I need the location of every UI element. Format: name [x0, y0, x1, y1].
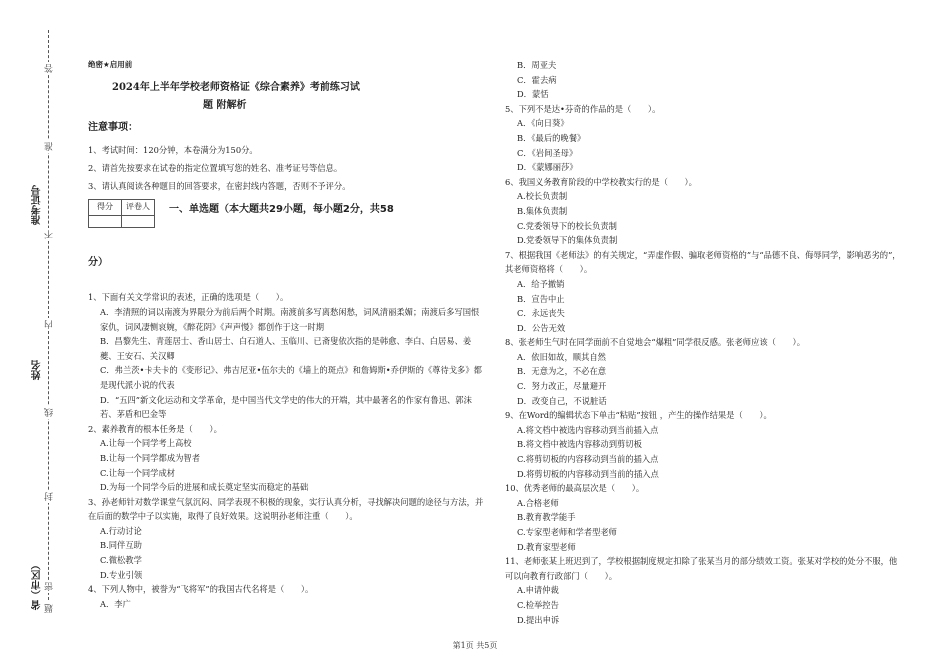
question-item [505, 248, 905, 336]
question-option: C．弗兰茨•卡夫卡的《变形记》、弗吉尼亚•伍尔夫的《墙上的斑点》和詹姆斯•乔伊斯的《尊待戈多》都是现代派小说的代表 [100, 365, 482, 390]
question-option: A.合格老师 [517, 497, 559, 508]
seal-char: 内 [45, 320, 55, 329]
page-footer: 第1页 共5页 [452, 641, 498, 650]
question-stem: 7、根据我国《老师法》的有关规定，“弄虚作假、骗取老师资格的”与“品德不良、侮辱同学，影响恶劣的”，其老师资格将（ ）。 [505, 249, 901, 275]
question-option: D.提出申诉 [517, 614, 560, 625]
notice-heading: 注意事项： [88, 121, 138, 133]
question-option: C．努力改正，尽量避开 [517, 381, 607, 392]
question-option: D．改变自己，不说脏话 [517, 395, 607, 406]
score-row [88, 199, 486, 228]
question-stem: 11、老师张某上班迟到了，学校根据制度规定扣除了张某当月的部分绩效工资。张某对学校的处分不服，他可以向教育行政部门（ ）。 [505, 556, 898, 581]
question-option: A．李清照的词以南渡为界限分为前后两个时期。南渡前多写离愁闲愁，词风清丽柔媚；南渡后多写国恨家仇，词风凄恻哀婉，《醉花阴》《声声慢》都创作于这一时期 [100, 306, 480, 332]
question-option: D.党委领导下的集体负责制 [517, 235, 618, 246]
question-option: A．依旧如故，顺其自然 [517, 351, 606, 362]
question-option: D．蒙恬 [517, 89, 549, 100]
question-item [505, 408, 905, 481]
score-table [88, 199, 155, 228]
seal-char: 准 [45, 142, 55, 151]
left-column [88, 58, 486, 611]
question-stem: 9、在Word的编辑状态下单击“粘贴”按钮 ，产生的操作结果是（ ）。 [505, 410, 772, 421]
seal-char: 答 [45, 64, 55, 73]
question-stem: 6、我国义务教育阶段的中学校教实行的是（ ）。 [505, 176, 697, 187]
page-title-cont: 题 附解析 [203, 99, 247, 111]
question-option: B.同伴互助 [100, 540, 142, 551]
secret-mark: 绝密★启用前 [88, 60, 133, 69]
notice-item: 3、请认真阅读各种题目的回答要求，在密封线内答题，否则不予评分。 [88, 181, 351, 192]
page-title: 2024年上半年学校老师资格证《综合素养》考前练习试 [112, 81, 360, 93]
score-cell: 得分 [89, 200, 122, 216]
name-label: 姓名 [32, 360, 43, 380]
question-stem: 8、张老师生气时在同学面前不自觉地会“爆粗”同学很反感。张老师应该（ ）。 [505, 337, 806, 348]
question-option: B．《最后的晚餐》 [517, 132, 586, 143]
question-stem: 2、素养教育的根本任务是（ ）。 [88, 423, 222, 434]
question-item [88, 290, 486, 421]
left-question-list [88, 290, 486, 611]
question-option: C.检举控告 [517, 599, 559, 610]
question-option: A.申请仲裁 [517, 585, 559, 596]
notice-item: 2、请首先按要求在试卷的指定位置填写您的姓名、准考证号等信息。 [88, 163, 343, 174]
section-heading: 一、单选题（本大题共29小题，每小题2分，共58 [169, 204, 394, 216]
question-option: D.为每一个同学今后的进展和成长奠定坚实而稳定的基础 [100, 482, 309, 493]
question-stem: 10、优秀老师的最高层次是（ ）。 [505, 483, 645, 494]
question-option: D.教育家型老师 [517, 541, 576, 552]
right-question-list [505, 58, 905, 627]
question-option: C.让每一个同学成材 [100, 467, 176, 478]
seal-char: 密 [45, 582, 55, 591]
question-stem: 1、下面有关文学常识的表述，正确的选项是（ ）。 [88, 292, 289, 303]
right-column [505, 58, 905, 627]
notice-item: 1、考试时间：120分钟，本卷满分为150分。 [88, 145, 258, 156]
question-stem: 4、下列人物中，被誉为“飞将军”的我国古代名将是（ ）。 [88, 584, 314, 595]
question-item [505, 335, 905, 408]
question-option: D．《蒙娜丽莎》 [517, 162, 578, 173]
question-item [505, 175, 905, 248]
question-option: A.将文档中被选内容移动到当前插入点 [517, 424, 659, 435]
question-item [88, 582, 486, 611]
question-option: A．给予撤销 [517, 278, 565, 289]
grader-cell: 评卷人 [122, 200, 155, 216]
question-option: D.专业引领 [100, 569, 143, 580]
question-option: A．李广 [100, 598, 131, 609]
question-option: B．昌黎先生、青莲居士、香山居士、白石道人、玉临川、已斋叟依次指的是韩愈、李白、白居易、姜夔、王安石、关汉卿 [100, 336, 472, 361]
question-option: C.将剪切板的内容移动到当前的插入点 [517, 454, 659, 465]
question-option: C．永远丧失 [517, 308, 565, 319]
score-blank[interactable] [89, 215, 122, 227]
question-option: B．宣告中止 [517, 293, 565, 304]
seal-char: 题 [45, 604, 55, 613]
question-option: A.让每一个同学考上高校 [100, 438, 192, 449]
binding-margin [0, 0, 80, 671]
question-option: D.将剪切板的内容移动到当前的插入点 [517, 468, 659, 479]
question-stem: 3、孙老师针对数学课堂气氛沉闷、同学表现不积极的现象，实行认真分析，寻找解决问题的途径与方法，并在后面的数学中子以实施，取得了良好效果。这说明孙老师注重（ ）。 [88, 496, 484, 522]
question-option: B.教育教学能手 [517, 512, 576, 523]
question-item [88, 495, 486, 583]
question-option: B.将文档中被选内容移动到剪切板 [517, 439, 642, 450]
question-item [505, 554, 905, 627]
question-stem: 5、下列不是达•芬奇的作品的是（ ）。 [505, 103, 661, 114]
question-option: C.专家型老师和学者型老师 [517, 527, 617, 537]
question-option: C.微松教学 [100, 555, 142, 566]
question-option: D．“五四”新文化运动和文学革命，是中国当代文学史的伟大的开端，其中最著名的作家有鲁迅、郭沫若、茅盾和巴金等 [100, 394, 472, 420]
question-item [505, 481, 905, 554]
seal-char: 封 [45, 492, 55, 501]
question-option: C.党委领导下的校长负责制 [517, 220, 617, 231]
question-option: B.让每一个同学都成为智者 [100, 452, 201, 463]
province-label: 省（市区） [32, 560, 43, 610]
section-heading-cont: 分） [88, 256, 108, 268]
question-option: B．周亚夫 [517, 60, 557, 70]
question-option: D．公告无效 [517, 322, 566, 333]
question-option: B．无意为之，不必在意 [517, 366, 607, 377]
question-option: C．霍去病 [517, 74, 557, 85]
question-option: A.校长负责制 [517, 191, 568, 202]
seal-char: 不 [45, 230, 55, 239]
question-option: A．《向日葵》 [517, 118, 569, 129]
question-item [505, 58, 905, 102]
question-option: B.集体负责制 [517, 205, 568, 216]
grader-blank[interactable] [122, 215, 155, 227]
question-option: C．《岩间圣母》 [517, 147, 578, 158]
question-option: A.行动讨论 [100, 525, 142, 536]
exam-id-label: 准考证号 [32, 185, 43, 225]
question-item [88, 422, 486, 495]
seal-char: 线 [45, 408, 55, 417]
question-item [505, 102, 905, 175]
